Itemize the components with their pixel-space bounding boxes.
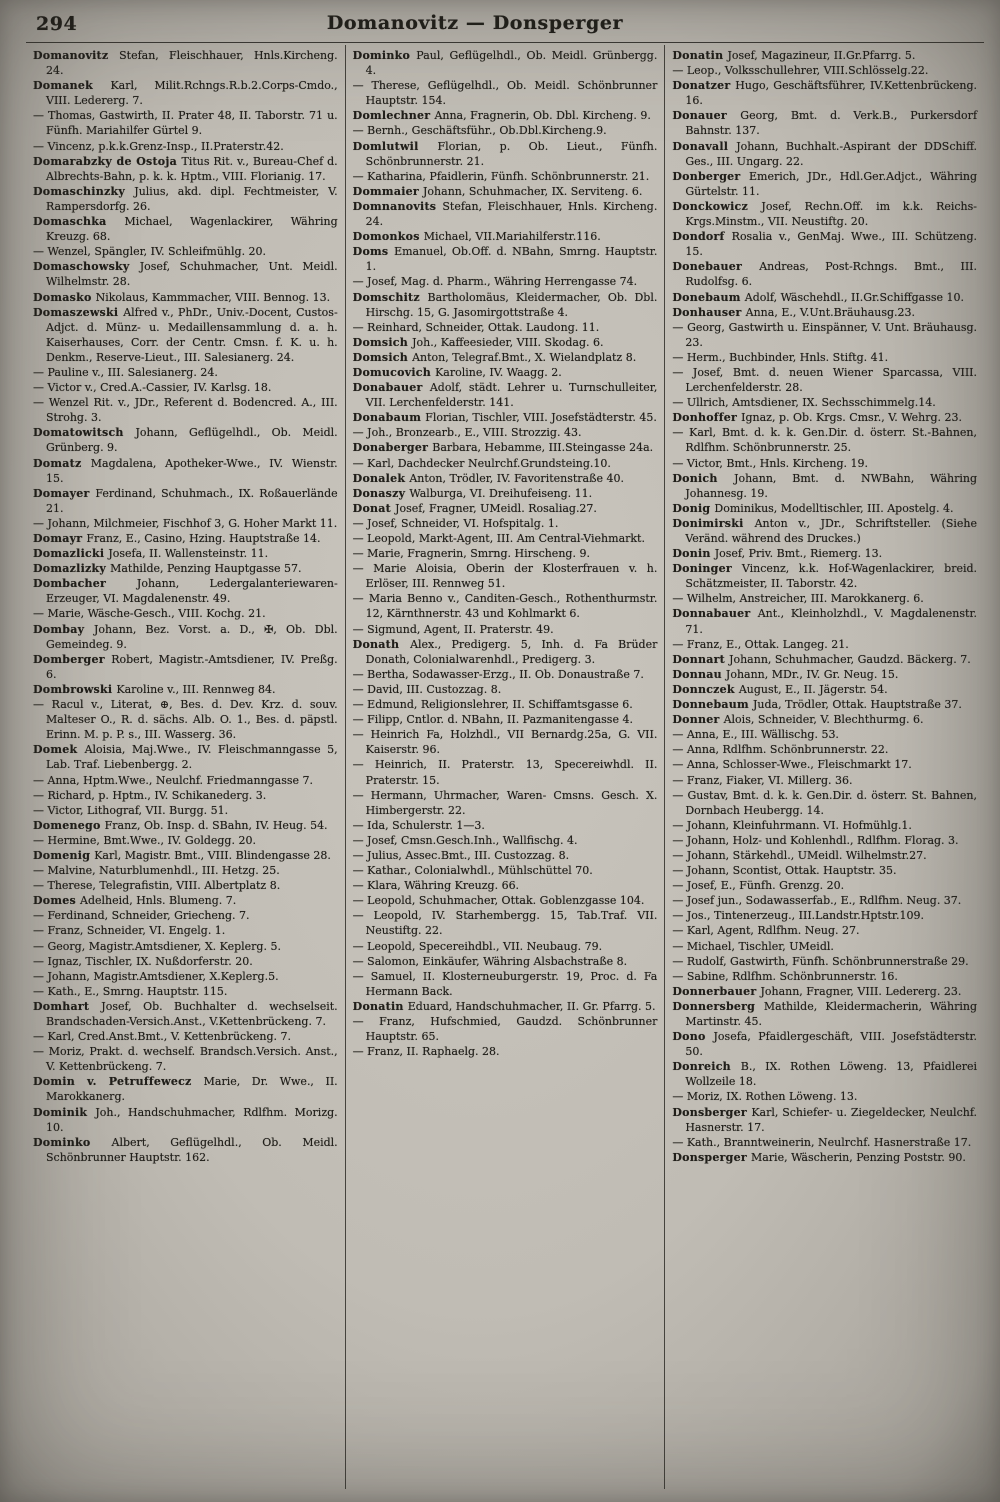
directory-entry: — Georg, Gastwirth u. Einspänner, V. Unt. Bräuhausg. 23.: [672, 320, 978, 349]
entry-surname: Domenego: [33, 818, 105, 832]
directory-entry: Donatin Eduard, Handschuhmacher, II. Gr. Pfarrg. 5.: [352, 999, 656, 1013]
entry-surname: Domschitz: [352, 290, 428, 304]
directory-entry: — Johann, Magistr.Amtsdiener, X.Keplerg.5.: [33, 969, 279, 983]
directory-entry: Domasko Nikolaus, Kammmacher, VIII. Bennog. 13.: [33, 290, 331, 304]
entry-surname: Domayer: [33, 486, 96, 500]
entry-surname: Donatzer: [672, 79, 736, 93]
entry-surname: Donebauer: [672, 260, 760, 274]
directory-entry: Donaberger Barbara, Hebamme, III.Steingasse 24a.: [352, 441, 654, 455]
directory-entry: — Georg, Magistr.Amtsdiener, X. Keplerg. 5.: [33, 939, 281, 953]
directory-entry: Donabaum Florian, Tischler, VIII. Josefstädterstr. 45.: [352, 411, 657, 425]
entry-surname: Domayr: [33, 532, 87, 545]
directory-column-left: [26, 45, 345, 1489]
entry-surname: Domek: [33, 743, 85, 757]
directory-entry: Domayr Franz, E., Casino, Hzing. Hauptstraße 14.: [33, 532, 321, 545]
directory-entry: — Johann, Kleinfuhrmann. VI. Hofmühlg.1.: [672, 818, 912, 832]
directory-entry: — Josef, Mag. d. Pharm., Währing Herrengasse 74.: [352, 275, 638, 289]
directory-entry: Dommaier Johann, Schuhmacher, IX. Serviteng. 6.: [352, 184, 643, 198]
entry-surname: Domsich: [352, 350, 413, 364]
directory-entry: Domaschowsky Josef, Schuhmacher, Unt. Meidl. Wilhelmstr. 28.: [33, 260, 338, 289]
directory-entry: — Ullrich, Amtsdiener, IX. Sechsschimmelg.14.: [672, 396, 936, 410]
directory-entry: Donhauser Anna, E., V.Unt.Bräuhausg.23.: [672, 305, 916, 319]
directory-entry: Domes Adelheid, Hnls. Blumeng. 7.: [33, 894, 237, 908]
directory-entry: Donhoffer Ignaz, p. Ob. Krgs. Cmsr., V. Wehrg. 23.: [672, 411, 963, 425]
directory-entry: — Ida, Schulerstr. 1—3.: [352, 818, 485, 832]
directory-entry: — Kath., Branntweinerin, Neulrchf. Hasnerstraße 17.: [672, 1135, 972, 1149]
directory-entry: Dominik Joh., Handschuhmacher, Rdlfhm. Morizg. 10.: [33, 1105, 338, 1134]
directory-entry: Domaszewski Alfred v., PhDr., Univ.-Docent, Custos-Adjct. d. Münz- u. Medaillensammlung d. a. h. Kaiserhauses, Corr. der Centr. Cmsn. f. K. u. h. Denkm., Reserve-Lieut., III. Salesianerg. 24.: [33, 305, 338, 364]
directory-entry: — Julius, Assec.Bmt., III. Custozzag. 8.: [352, 848, 570, 862]
directory-entry: — Karl, Cred.Anst.Bmt., V. Kettenbrückeng. 7.: [33, 1030, 291, 1044]
directory-entry: Dombrowski Karoline v., III. Rennweg 84.: [33, 682, 276, 696]
entry-surname: Donebaum: [672, 290, 745, 304]
directory-entry: Domarabzky de Ostoja Titus Rit. v., Bureau-Chef d. Albrechts-Bahn, p. k. k. Hptm., VIII. Florianig. 17.: [33, 154, 338, 183]
directory-entry: Dombacher Johann, Ledergalanteriewaren-Erzeuger, VI. Magdalenenstr. 49.: [33, 577, 338, 606]
directory-entry: Donatin Josef, Magazineur, II.Gr.Pfarrg. 5.: [672, 49, 916, 62]
entry-surname: Domes: [33, 894, 81, 908]
directory-entry: — David, III. Custozzag. 8.: [352, 682, 502, 696]
directory-entry: Donsberger Karl, Schiefer- u. Ziegeldecker, Neulchf. Hasnerstr. 17.: [672, 1105, 978, 1134]
directory-entry: — Anna, Hptm.Wwe., Neulchf. Friedmanngasse 7.: [33, 773, 314, 787]
directory-entry: — Ferdinand, Schneider, Griecheng. 7.: [33, 909, 250, 923]
directory-entry: Domsich Joh., Kaffeesieder, VIII. Skodag. 6.: [352, 335, 604, 349]
directory-entry: — Jos., Tintenerzeug., III.Landstr.Hptstr.109.: [672, 909, 924, 923]
directory-entry: Donat Josef, Fragner, UMeidl. Rosaliag.27.: [352, 501, 597, 515]
entry-surname: Donberger: [672, 169, 749, 183]
directory-entry: — Kathar., Colonialwhdl., Mühlschüttel 70.: [352, 864, 593, 878]
directory-entry: Domatowitsch Johann, Geflügelhdl., Ob. Meidl. Grünberg. 9.: [33, 426, 338, 455]
entry-surname: Domonkos: [352, 230, 424, 244]
directory-entry: Domenego Franz, Ob. Insp. d. SBahn, IV. Heug. 54.: [33, 818, 328, 832]
entry-surname: Donat: [352, 501, 396, 515]
entry-surname: Donsperger: [672, 1150, 751, 1164]
directory-entry: — Josef jun., Sodawasserfab., E., Rdlfhm. Neug. 37.: [672, 894, 962, 908]
directory-column-middle: [345, 45, 666, 1489]
entry-surname: Donath: [352, 637, 411, 651]
directory-entry: Donin Josef, Priv. Bmt., Riemerg. 13.: [672, 547, 883, 561]
directory-entry: Domenig Karl, Magistr. Bmt., VIII. Blindengasse 28.: [33, 848, 331, 862]
entry-surname: Donalek: [352, 471, 410, 485]
directory-entry: Donnczek August, E., II. Jägerstr. 54.: [672, 682, 888, 696]
entry-surname: Donabaum: [352, 411, 426, 425]
directory-entry: Donebaum Adolf, Wäschehdl., II.Gr.Schiffgasse 10.: [672, 290, 965, 304]
entry-surname: Doms: [352, 245, 395, 259]
directory-entry: — Leopold, Specereihdbl., VII. Neubaug. 79.: [352, 939, 603, 953]
directory-entry: Donimirski Anton v., JDr., Schriftsteller. (Siehe Veränd. während des Druckes.): [672, 516, 978, 545]
entry-surname: Donnersberg: [672, 999, 764, 1013]
entry-surname: Donnart: [672, 652, 730, 666]
entry-surname: Domaschka: [33, 215, 125, 229]
entry-surname: Donatin: [672, 49, 728, 62]
directory-entry: Dondorf Rosalia v., GenMaj. Wwe., III. Schützeng. 15.: [672, 230, 978, 259]
entry-surname: Domanovitz: [33, 49, 120, 62]
directory-entry: — Johann, Scontist, Ottak. Hauptstr. 35.: [672, 864, 897, 878]
directory-entry: — Johann, Milchmeier, Fischhof 3, G. Hoher Markt 11.: [33, 516, 338, 530]
directory-entry: Dombay Johann, Bez. Vorst. a. D., ✠, Ob. Dbl. Gemeindeg. 9.: [33, 622, 338, 651]
directory-entry: — Thomas, Gastwirth, II. Prater 48, II. Taborstr. 71 u. Fünfh. Mariahilfer Gürtel 9.: [33, 109, 338, 138]
entry-surname: Domenig: [33, 848, 95, 862]
directory-entry: — Vincenz, p.k.k.Grenz-Insp., II.Praterstr.42.: [33, 139, 284, 153]
directory-entry: Donnabauer Ant., Kleinholzhdl., V. Magdalenenstr. 71.: [672, 607, 977, 636]
directory-entry: — Rudolf, Gastwirth, Fünfh. Schönbrunnerstraße 29.: [672, 954, 969, 968]
directory-entry: Donabauer Adolf, städt. Lehrer u. Turnschulleiter, VII. Lerchenfelderstr. 141.: [352, 381, 658, 410]
entry-surname: Donckowicz: [672, 199, 762, 213]
directory-entry: Domazlicki Josefa, II. Wallensteinstr. 11.: [33, 547, 269, 561]
entry-surname: Domazlizky: [33, 562, 111, 576]
entry-surname: Donaszy: [352, 486, 410, 500]
entry-surname: Domaschowsky: [33, 260, 140, 274]
entry-surname: Donavall: [672, 139, 737, 153]
directory-entry: — Wilhelm, Anstreicher, III. Marokkanerg. 6.: [672, 592, 924, 606]
entry-surname: Dominik: [33, 1105, 96, 1119]
directory-entry: Domberger Robert, Magistr.-Amtsdiener, IV. Preßg. 6.: [33, 652, 338, 681]
entry-surname: Domarabzky de Ostoja: [33, 154, 182, 168]
directory-entry: Domaschka Michael, Wagenlackirer, Währing Kreuzg. 68.: [33, 215, 338, 244]
directory-entry: — Bertha, Sodawasser-Erzg., II. Ob. Donaustraße 7.: [352, 667, 644, 681]
directory-entry: Dominko Albert, Geflügelhdl., Ob. Meidl. Schönbrunner Hauptstr. 162.: [33, 1135, 338, 1164]
entry-surname: Donatin: [352, 999, 408, 1013]
entry-surname: Donsberger: [672, 1105, 752, 1119]
page-title: Domanovitz — Donsperger: [326, 12, 624, 34]
directory-entry: Donebauer Andreas, Post-Rchngs. Bmt., III. Rudolfsg. 6.: [672, 260, 978, 289]
directory-entry: — Franz, Hufschmied, Gaudzd. Schönbrunner Hauptstr. 65.: [352, 1015, 658, 1044]
directory-entry: Domhart Josef, Ob. Buchhalter d. wechselseit. Brandschaden-Versich.Anst., V.Kettenbrückeng. 7.: [33, 999, 338, 1028]
entry-surname: Donimirski: [672, 516, 755, 530]
entry-surname: Donnebaum: [672, 698, 753, 712]
entry-surname: Donnerbauer: [672, 984, 761, 998]
directory-entry: — Anna, Rdlfhm. Schönbrunnerstr. 22.: [672, 743, 889, 757]
directory-entry: — Maria Benno v., Canditen-Gesch., Rothenthurmstr. 12, Kärnthnerstr. 43 und Kohlmarkt 6.: [352, 592, 658, 621]
directory-entry: Domschitz Bartholomäus, Kleidermacher, Ob. Dbl. Hirschg. 15, G. Jasomirgottstraße 4.: [352, 290, 658, 319]
entry-surname: Donnczek: [672, 682, 739, 696]
directory-entry: Donauer Georg, Bmt. d. Verk.B., Purkersdorf Bahnstr. 137.: [672, 109, 978, 138]
directory-entry: — Karl, Bmt. d. k. k. Gen.Dir. d. österr. St.-Bahnen, Rdlfhm. Schönbrunnerstr. 25.: [672, 426, 978, 455]
directory-entry: Domek Aloisia, Maj.Wwe., IV. Fleischmanngasse 5, Lab. Traf. Liebenbergg. 2.: [33, 743, 338, 772]
directory-entry: — Franz, Fiaker, VI. Millerg. 36.: [672, 773, 853, 787]
directory-entry: Domaschinzky Julius, akd. dipl. Fechtmeister, V. Rampersdorfg. 26.: [33, 184, 338, 213]
directory-entry: — Marie Aloisia, Oberin der Klosterfrauen v. h. Erlöser, III. Rennweg 51.: [352, 562, 658, 591]
directory-entry: — Josef, Bmt. d. neuen Wiener Sparcassa, VIII. Lerchenfelderstr. 28.: [672, 365, 978, 395]
directory-entry: — Karl, Agent, Rdlfhm. Neug. 27.: [672, 924, 860, 938]
entry-surname: Domaschinzky: [33, 184, 135, 198]
directory-entry: Dominko Paul, Geflügelhdl., Ob. Meidl. Grünbergg. 4.: [352, 49, 658, 78]
entry-surname: Dombay: [33, 622, 95, 636]
directory-entry: Donatzer Hugo, Geschäftsführer, IV.Kettenbrückeng. 16.: [672, 79, 978, 108]
directory-entry: Domsich Anton, Telegraf.Bmt., X. Wielandplatz 8.: [352, 350, 637, 364]
directory-entry: — Racul v., Literat, ⊕, Bes. d. Dev. Krz. d. souv. Malteser O., R. d. sächs. Alb. O. 1., Bes. d. päpstl. Erinn. M. p. P. s., III. Wasserg. 36.: [33, 698, 338, 742]
entry-surname: Domanek: [33, 79, 111, 93]
directory-entry: Donnart Johann, Schuhmacher, Gaudzd. Bäckerg. 7.: [672, 652, 971, 666]
directory-entry: Domatz Magdalena, Apotheker-Wwe., IV. Wienstr. 15.: [33, 456, 338, 485]
directory-entry: Donsperger Marie, Wäscherin, Penzing Poststr. 90.: [672, 1150, 966, 1164]
directory-entry: — Salomon, Einkäufer, Währing Alsbachstraße 8.: [352, 954, 628, 968]
entry-surname: Dommaier: [352, 184, 424, 198]
directory-entry: — Gustav, Bmt. d. k. k. Gen.Dir. d. österr. St. Bahnen, Dornbach Heubergg. 14.: [672, 788, 978, 817]
directory-entry: Donalek Anton, Trödler, IV. Favoritenstraße 40.: [352, 471, 624, 485]
directory-entry: — Samuel, II. Klosterneuburgerstr. 19, Proc. d. Fa Hermann Back.: [352, 969, 658, 998]
entry-surname: Domlutwil: [352, 139, 438, 153]
directory-entry: — Leopold, Markt-Agent, III. Am Central-Viehmarkt.: [352, 532, 645, 545]
entry-surname: Donnau: [672, 667, 726, 681]
directory-entry: — Johann, Holz- und Kohlenhdl., Rdlfhm. Florag. 3.: [672, 833, 959, 847]
directory-entry: — Victor, Bmt., Hnls. Kircheng. 19.: [672, 456, 868, 470]
directory-entry: — Katharina, Pfaidlerin, Fünfh. Schönbrunnerstr. 21.: [352, 169, 650, 183]
directory-entry: — Franz, E., Ottak. Langeg. 21.: [672, 637, 849, 651]
entry-surname: Donig: [672, 501, 715, 515]
directory-entry: Donavall Johann, Buchhalt.-Aspirant der DDSchiff. Ges., III. Ungarg. 22.: [672, 139, 977, 168]
entry-surname: Donreich: [672, 1060, 741, 1074]
directory-entry: — Joh., Bronzearb., E., VIII. Strozzig. 43.: [352, 426, 582, 440]
directory-entry: Donckowicz Josef, Rechn.Off. im k.k. Reichs-Krgs.Minstm., VII. Neustiftg. 20.: [672, 199, 978, 229]
directory-entry: — Josef, Cmsn.Gesch.Inh., Wallfischg. 4.: [352, 833, 578, 847]
directory-entry: Domanovitz Stefan, Fleischhauer, Hnls.Kircheng. 24.: [33, 49, 338, 78]
entry-surname: Dondorf: [672, 230, 732, 244]
directory-entry: Doms Emanuel, Ob.Off. d. NBahn, Smrng. Hauptstr. 1.: [352, 245, 658, 274]
directory-entry: Domin v. Petruffewecz Marie, Dr. Wwe., II. Marokkanerg.: [33, 1075, 338, 1104]
entry-surname: Donaberger: [352, 441, 433, 455]
directory-entry: — Reinhard, Schneider, Ottak. Laudong. 11.: [352, 320, 600, 334]
directory-column-right: [665, 45, 984, 1489]
directory-entry: Domlutwil Florian, p. Ob. Lieut., Fünfh. Schönbrunnerstr. 21.: [352, 139, 658, 168]
entry-surname: Domazlicki: [33, 547, 109, 561]
directory-entry: — Karl, Dachdecker Neulrchf.Grundsteing.10.: [352, 456, 611, 470]
directory-entry: — Franz, II. Raphaelg. 28.: [352, 1045, 500, 1059]
entry-surname: Domnanovits: [352, 199, 443, 213]
directory-entry: — Heinrich, II. Praterstr. 13, Specereiwhdl. II. Praterstr. 15.: [352, 758, 658, 787]
directory-entry: Donnersberg Mathilde, Kleidermacherin, Währing Martinstr. 45.: [672, 999, 977, 1028]
entry-surname: Donin: [672, 547, 715, 561]
directory-entry: — Marie, Fragnerin, Smrng. Hirscheng. 9.: [352, 547, 590, 561]
directory-entry: Donnau Johann, MDr., IV. Gr. Neug. 15.: [672, 667, 899, 681]
directory-entry: — Leopold, IV. Starhembergg. 15, Tab.Traf. VII. Neustiftg. 22.: [352, 909, 658, 938]
entry-surname: Domberger: [33, 652, 112, 666]
directory-entry: — Josef, Schneider, VI. Hofspitalg. 1.: [352, 516, 559, 530]
directory-entry: — Hermine, Bmt.Wwe., IV. Goldegg. 20.: [33, 833, 256, 847]
directory-entry: Domnanovits Stefan, Fleischhauer, Hnls. Kircheng. 24.: [352, 199, 658, 229]
entry-surname: Dono: [672, 1030, 714, 1044]
entry-surname: Domin v. Petruffewecz: [33, 1075, 204, 1089]
directory-entry: — Wenzel, Spängler, IV. Schleifmühlg. 20.: [33, 245, 267, 259]
entry-surname: Domhart: [33, 999, 102, 1013]
directory-entry: — Leopold, Schuhmacher, Ottak. Goblenzgasse 104.: [352, 894, 645, 908]
directory-entry: — Therese, Telegrafistin, VIII. Albertplatz 8.: [33, 879, 281, 893]
directory-entry: — Sigmund, Agent, II. Praterstr. 49.: [352, 622, 554, 636]
directory-entry: Domonkos Michael, VII.Mariahilferstr.116.: [352, 230, 601, 244]
entry-surname: Domlechner: [352, 109, 435, 123]
directory-entry: — Pauline v., III. Salesianerg. 24.: [33, 365, 218, 379]
entry-surname: Dominko: [352, 49, 417, 62]
directory-entry: Donnebaum Juda, Trödler, Ottak. Hauptstraße 37.: [672, 698, 962, 712]
directory-columns: [26, 45, 984, 1489]
directory-entry: Donig Dominikus, Modelltischler, III. Apostelg. 4.: [672, 501, 954, 515]
directory-entry: Donberger Emerich, JDr., Hdl.Ger.Adjct., Währing Gürtelstr. 11.: [672, 169, 978, 198]
directory-entry: — Herm., Buchbinder, Hnls. Stiftg. 41.: [672, 350, 889, 364]
entry-surname: Dombrowski: [33, 682, 117, 696]
entry-surname: Donhauser: [672, 305, 746, 319]
entry-surname: Donabauer: [352, 381, 430, 395]
entry-surname: Domasko: [33, 290, 96, 304]
directory-entry: — Heinrich Fa, Holzhdl., VII Bernardg.25a, G. VII. Kaiserstr. 96.: [352, 728, 658, 757]
directory-entry: — Sabine, Rdlfhm. Schönbrunnerstr. 16.: [672, 969, 898, 983]
directory-entry: Domanek Karl, Milit.Rchngs.R.b.2.Corps-Cmdo., VIII. Ledererg. 7.: [33, 79, 338, 108]
entry-surname: Dominko: [33, 1135, 112, 1149]
entry-surname: Donner: [672, 713, 724, 727]
entry-surname: Domatz: [33, 456, 91, 470]
directory-entry: — Anna, E., III. Wällischg. 53.: [672, 728, 839, 742]
directory-entry: — Richard, p. Hptm., IV. Schikanederg. 3.: [33, 788, 267, 802]
directory-entry: — Franz, Schneider, VI. Engelg. 1.: [33, 924, 226, 938]
entry-surname: Domsich: [352, 335, 413, 349]
directory-entry: — Anna, Schlosser-Wwe., Fleischmarkt 17.: [672, 758, 912, 772]
directory-entry: — Marie, Wäsche-Gesch., VIII. Kochg. 21.: [33, 607, 266, 621]
directory-entry: — Johann, Stärkehdl., UMeidl. Wilhelmstr.27.: [672, 848, 927, 862]
directory-entry: — Edmund, Religionslehrer, II. Schiffamtsgasse 6.: [352, 698, 633, 712]
directory-entry: — Wenzel Rit. v., JDr., Referent d. Bodencred. A., III. Strohg. 3.: [33, 396, 338, 425]
entry-surname: Domatowitsch: [33, 426, 136, 440]
directory-entry: — Michael, Tischler, UMeidl.: [672, 939, 834, 953]
directory-entry: — Bernh., Geschäftsführ., Ob.Dbl.Kircheng.9.: [352, 124, 607, 138]
directory-entry: — Leop., Volksschullehrer, VIII.Schlösselg.22.: [672, 64, 929, 78]
entry-surname: Domaszewski: [33, 305, 124, 319]
directory-entry: — Josef, E., Fünfh. Grenzg. 20.: [672, 879, 845, 893]
directory-entry: Donath Alex., Predigerg. 5, Inh. d. Fa Brüder Donath, Colonialwarenhdl., Predigerg. 3.: [352, 637, 658, 666]
directory-entry: — Victor v., Cred.A.-Cassier, IV. Karlsg. 18.: [33, 381, 272, 395]
entry-surname: Donich: [672, 471, 735, 485]
directory-entry: — Malvine, Naturblumenhdl., III. Hetzg. 25.: [33, 864, 280, 878]
directory-entry: — Filipp, Cntlor. d. NBahn, II. Pazmanitengasse 4.: [352, 713, 633, 727]
directory-entry: Domlechner Anna, Fragnerin, Ob. Dbl. Kircheng. 9.: [352, 109, 651, 123]
directory-entry: — Kath., E., Smrng. Hauptstr. 115.: [33, 984, 228, 998]
directory-entry: Domucovich Karoline, IV. Waagg. 2.: [352, 365, 562, 379]
directory-entry: — Therese, Geflügelhdl., Ob. Meidl. Schönbrunner Hauptstr. 154.: [352, 79, 658, 108]
directory-entry: Donaszy Walburga, VI. Dreihufeiseng. 11.: [352, 486, 593, 500]
directory-entry: Domazlizky Mathilde, Penzing Hauptgasse 57.: [33, 562, 302, 576]
page-header: [26, 10, 984, 43]
directory-entry: Dono Josefa, Pfaidlergeschäft, VIII. Josefstädterstr. 50.: [672, 1030, 978, 1059]
directory-entry: Doninger Vincenz, k.k. Hof-Wagenlackirer, breid. Schätzmeister, II. Taborstr. 42.: [672, 562, 978, 591]
directory-entry: Donich Johann, Bmt. d. NWBahn, Währing Johannesg. 19.: [672, 471, 978, 500]
directory-entry: — Moriz, IX. Rothen Löweng. 13.: [672, 1090, 858, 1104]
entry-surname: Dombacher: [33, 577, 137, 591]
directory-entry: Donreich B., IX. Rothen Löweng. 13, Pfaidlerei Wollzeile 18.: [672, 1060, 978, 1089]
directory-entry: Domayer Ferdinand, Schuhmach., IX. Roßauerlände 21.: [33, 486, 338, 515]
directory-entry: — Victor, Lithograf, VII. Burgg. 51.: [33, 803, 229, 817]
directory-entry: — Klara, Währing Kreuzg. 66.: [352, 879, 520, 893]
directory-entry: Donner Alois, Schneider, V. Blechthurmg. 6.: [672, 713, 924, 727]
entry-surname: Domucovich: [352, 365, 436, 379]
directory-entry: — Hermann, Uhrmacher, Waren- Cmsns. Gesch. X. Himbergerstr. 22.: [352, 788, 658, 817]
directory-entry: — Moriz, Prakt. d. wechself. Brandsch.Versich. Anst., V. Kettenbrückeng. 7.: [33, 1045, 338, 1074]
entry-surname: Donhoffer: [672, 411, 742, 425]
directory-entry: Donnerbauer Johann, Fragner, VIII. Ledererg. 23.: [672, 984, 962, 998]
entry-surname: Donauer: [672, 109, 741, 123]
entry-surname: Donnabauer: [672, 607, 758, 621]
directory-entry: — Ignaz, Tischler, IX. Nußdorferstr. 20.: [33, 954, 253, 968]
page-number: 294: [36, 13, 78, 35]
entry-surname: Doninger: [672, 562, 742, 576]
